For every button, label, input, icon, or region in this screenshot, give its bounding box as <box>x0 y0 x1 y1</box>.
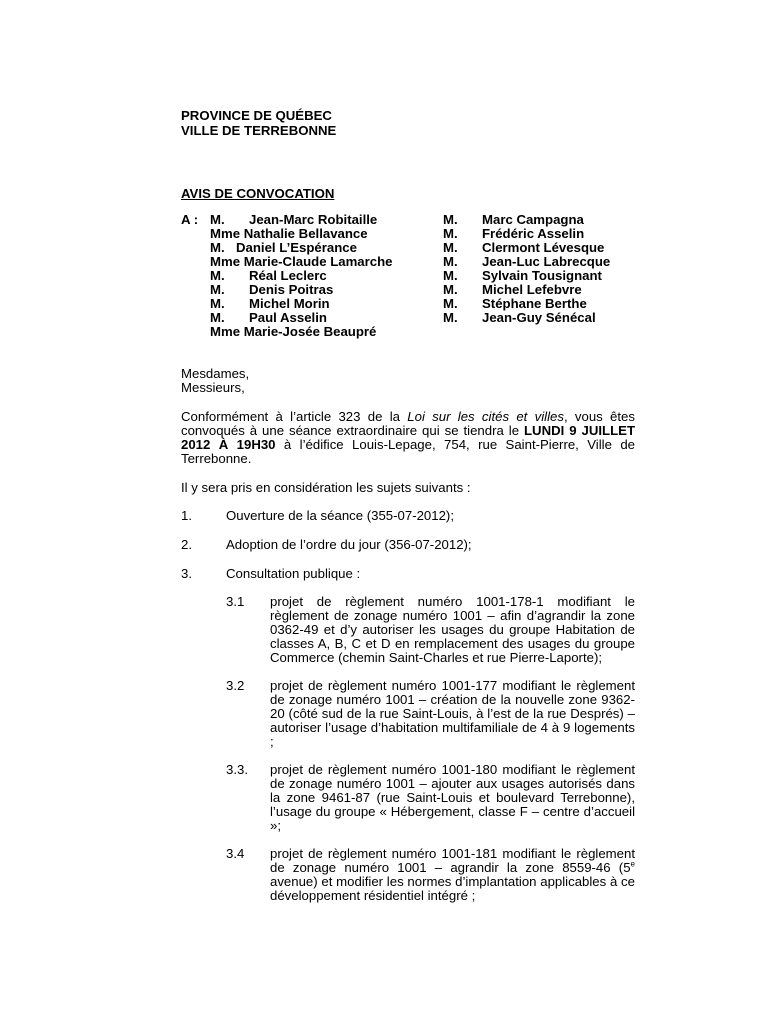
recipient-name: Marie-Josée Beaupré <box>243 324 377 339</box>
recipient-row <box>210 269 460 283</box>
greeting-line: Mesdames, <box>181 366 250 381</box>
recipient-row <box>443 311 643 325</box>
law-name: Loi sur les cités et villes <box>407 409 564 424</box>
recipient-title: M. <box>210 310 225 325</box>
subitem-number: 3.2 <box>226 678 245 693</box>
recipients-left-column <box>210 213 460 339</box>
recipient-title: M. <box>210 296 225 311</box>
recipient-row <box>210 311 460 325</box>
recipient-name: Jean-Luc Labrecque <box>482 254 611 269</box>
recipient-name: Stéphane Berthe <box>482 296 587 311</box>
recipient-title: M. <box>210 282 225 297</box>
recipient-title: M. <box>443 296 458 311</box>
intro-paragraph <box>181 410 635 466</box>
recipient-name: Jean-Guy Sénécal <box>482 310 596 325</box>
recipient-row <box>443 241 643 255</box>
recipient-row <box>443 227 643 241</box>
item-number: 3. <box>181 566 192 581</box>
recipient-name: Michel Lefebvre <box>482 282 582 297</box>
recipient-name: Clermont Lévesque <box>482 240 605 255</box>
subitem-text: projet de règlement numéro 1001-178-1 modifiant le règlement de zonage numéro 1001 – afin d’agrandir la zone 0362-49 et d’y autoriser les usages du groupe Habitation de classes A, B, C et D en remplacement des usages du groupe Commerce (chemin Saint-Charles et rue Pierre-Laporte); <box>270 594 635 665</box>
recipient-row <box>210 297 460 311</box>
recipients-prefix: A : <box>181 212 199 227</box>
city-header: VILLE DE TERREBONNE <box>181 123 337 138</box>
item-text: Adoption de l’ordre du jour (356-07-2012); <box>226 537 472 552</box>
recipient-title: M. <box>443 268 458 283</box>
recipient-row <box>210 241 460 255</box>
greeting-line: Messieurs, <box>181 380 245 395</box>
subitem-text: projet de règlement numéro 1001-180 modifiant le règlement de zonage numéro 1001 – ajouter aux usages autorisés dans la zone 9461-87 (rue Saint-Louis et boulevard Terrebonne), l’usage du groupe « Hébergement, classe F – centre d’accueil »; <box>270 762 635 833</box>
recipients-block <box>181 213 635 343</box>
recipient-title: M. <box>443 254 458 269</box>
subitem-text-part: projet de règlement numéro 1001-181 modifiant le règlement de zonage numéro 1001 – agrandir la zone 8559-46 (5 <box>270 846 635 875</box>
recipient-name: Réal Leclerc <box>249 268 327 283</box>
agenda-subitem <box>181 595 635 665</box>
greeting <box>181 367 635 395</box>
recipient-row <box>210 283 460 297</box>
recipient-title: Mme <box>210 254 241 269</box>
recipient-name: Nathalie Bellavance <box>243 226 368 241</box>
recipient-row <box>210 325 460 339</box>
intro-text: à l’édifice Louis-Lepage, 754, rue Saint-Pierre, Ville de Terrebonne. <box>181 437 635 466</box>
recipient-row <box>443 213 643 227</box>
agenda-item <box>181 538 635 552</box>
meeting-date: LUNDI 9 JUILLET 2012 À 19H30 <box>181 423 636 452</box>
agenda-item <box>181 509 635 523</box>
agenda-subitem <box>181 847 635 903</box>
recipient-title: M. <box>443 240 458 255</box>
recipient-name: Marc Campagna <box>482 212 584 227</box>
province-header: PROVINCE DE QUÉBEC <box>181 108 332 123</box>
recipient-row <box>210 227 460 241</box>
item-number: 2. <box>181 537 192 552</box>
recipient-name: Frédéric Asselin <box>482 226 585 241</box>
recipient-title: M. <box>210 240 225 255</box>
recipient-row <box>210 213 460 227</box>
recipient-name: Denis Poitras <box>249 282 334 297</box>
recipient-row <box>443 269 643 283</box>
document-page <box>181 108 635 903</box>
subitem-text <box>270 847 635 903</box>
document-title: AVIS DE CONVOCATION <box>181 186 335 201</box>
recipient-name: Marie-Claude Lamarche <box>243 254 393 269</box>
agenda-subitem <box>181 763 635 833</box>
subitem-number: 3.4 <box>226 846 245 861</box>
item-text: Ouverture de la séance (355-07-2012); <box>226 508 454 523</box>
intro-text: Conformément à l’article 323 de la <box>181 409 408 424</box>
recipient-row <box>210 255 460 269</box>
item-number: 1. <box>181 508 192 523</box>
recipient-name: Paul Asselin <box>249 310 327 325</box>
recipient-title: Mme <box>210 324 241 339</box>
recipient-title: M. <box>443 310 458 325</box>
recipient-name: Jean-Marc Robitaille <box>249 212 378 227</box>
recipient-title: M. <box>443 226 458 241</box>
recipient-row <box>443 283 643 297</box>
recipient-name: Michel Morin <box>249 296 330 311</box>
recipient-title: M. <box>210 212 225 227</box>
recipient-title: M. <box>443 212 458 227</box>
recipient-name: Sylvain Tousignant <box>482 268 602 283</box>
subitem-number: 3.3. <box>226 762 248 777</box>
recipient-title: M. <box>210 268 225 283</box>
recipients-right-column <box>443 213 643 325</box>
recipient-row <box>443 297 643 311</box>
subjects-intro: Il y sera pris en considération les sujets suivants : <box>181 480 471 495</box>
item-text: Consultation publique : <box>226 566 361 581</box>
agenda-item <box>181 567 635 581</box>
recipient-title: Mme <box>210 226 241 241</box>
subitem-number: 3.1 <box>226 594 245 609</box>
subitem-text-part: avenue) et modifier les normes d’implantation applicables à ce développement résidentiel intégré ; <box>270 874 635 903</box>
ordinal-superscript: e <box>630 859 635 869</box>
intro-text: , vous êtes convoqués à une séance extraordinaire qui se tiendra le <box>181 409 635 438</box>
agenda-subitem <box>181 679 635 749</box>
subitem-text: projet de règlement numéro 1001-177 modifiant le règlement de zonage numéro 1001 – création de la nouvelle zone 9362-20 (côté sud de la rue Saint-Louis, à l’est de la rue Després) – autoriser l’usage d’habitation multifamiliale de 4 à 9 logements ; <box>270 678 635 749</box>
recipient-title: M. <box>443 282 458 297</box>
recipient-name: Daniel L’Espérance <box>236 240 357 255</box>
recipient-row <box>443 255 643 269</box>
